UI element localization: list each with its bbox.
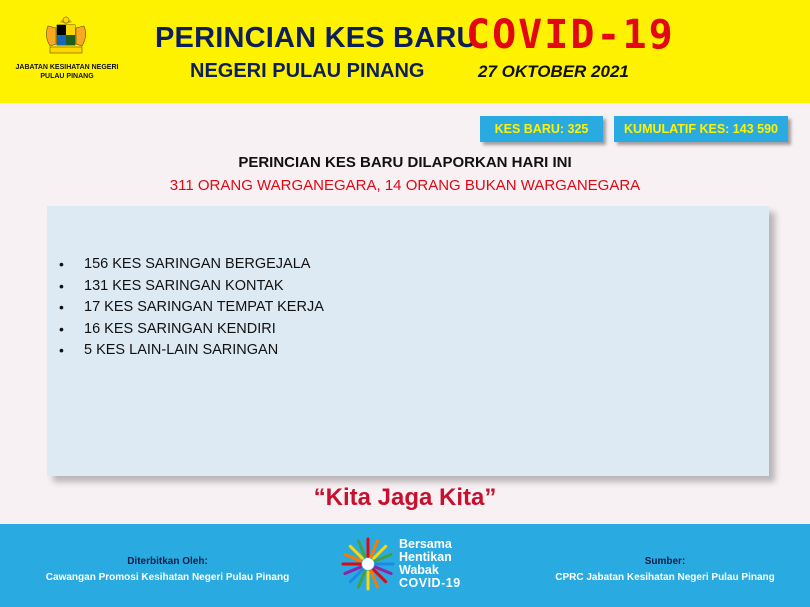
source-label: Sumber: — [644, 556, 686, 567]
list-item-text: 16 KES SARINGAN KENDIRI — [84, 320, 276, 337]
breakdown-panel — [47, 206, 769, 476]
bullet-icon: • — [59, 277, 64, 294]
campaign-line-4: COVID-19 — [399, 576, 461, 590]
list-item-text: 131 KES SARINGAN KONTAK — [84, 277, 284, 294]
header-banner — [0, 0, 810, 103]
list-item — [59, 297, 324, 319]
page-title: PERINCIAN KES BARU — [155, 22, 478, 54]
department-line-1: JABATAN KESIHATAN NEGERI — [15, 64, 119, 71]
coat-of-arms-icon — [40, 14, 92, 58]
published-label: Diterbitkan Oleh: — [127, 556, 208, 567]
report-date: 27 OKTOBER 2021 — [478, 62, 629, 81]
list-item-text: 156 KES SARINGAN BERGEJALA — [84, 256, 311, 272]
summary-heading: PERINCIAN KES BARU DILAPORKAN HARI INI — [238, 154, 572, 171]
list-item — [59, 319, 324, 341]
bullet-icon: • — [59, 342, 64, 358]
covid-campaign-burst-icon — [340, 536, 396, 592]
bullet-icon: • — [59, 320, 64, 337]
bullet-icon: • — [59, 256, 64, 272]
list-item — [59, 276, 324, 298]
list-item — [59, 254, 324, 276]
covid-title: COVID-19 — [466, 12, 675, 58]
new-cases-badge: KES BARU: 325 — [480, 116, 603, 142]
cumulative-cases-badge: KUMULATIF KES: 143 590 — [614, 116, 788, 142]
slogan: “Kita Jaga Kita” — [313, 484, 497, 511]
campaign-logo-text — [399, 538, 461, 590]
source-org: CPRC Jabatan Kesihatan Negeri Pulau Pinang — [555, 572, 775, 583]
footer — [0, 524, 810, 607]
campaign-line-1: Bersama — [399, 537, 452, 551]
list-item-text: 17 KES SARINGAN TEMPAT KERJA — [84, 299, 324, 315]
list-item-text: 5 KES LAIN-LAIN SARINGAN — [84, 342, 279, 358]
campaign-line-3: Wabak — [399, 563, 439, 577]
campaign-line-2: Hentikan — [399, 550, 452, 564]
summary-detail: 311 ORANG WARGANEGARA, 14 ORANG BUKAN WARGANEGARA — [169, 177, 641, 194]
published-org: Cawangan Promosi Kesihatan Negeri Pulau Pinang — [45, 572, 290, 583]
breakdown-list — [59, 254, 324, 362]
department-name — [0, 63, 134, 81]
state-title: NEGERI PULAU PINANG — [190, 60, 425, 82]
department-line-2: PULAU PINANG — [40, 73, 94, 80]
bullet-icon: • — [59, 299, 64, 315]
list-item — [59, 340, 324, 362]
